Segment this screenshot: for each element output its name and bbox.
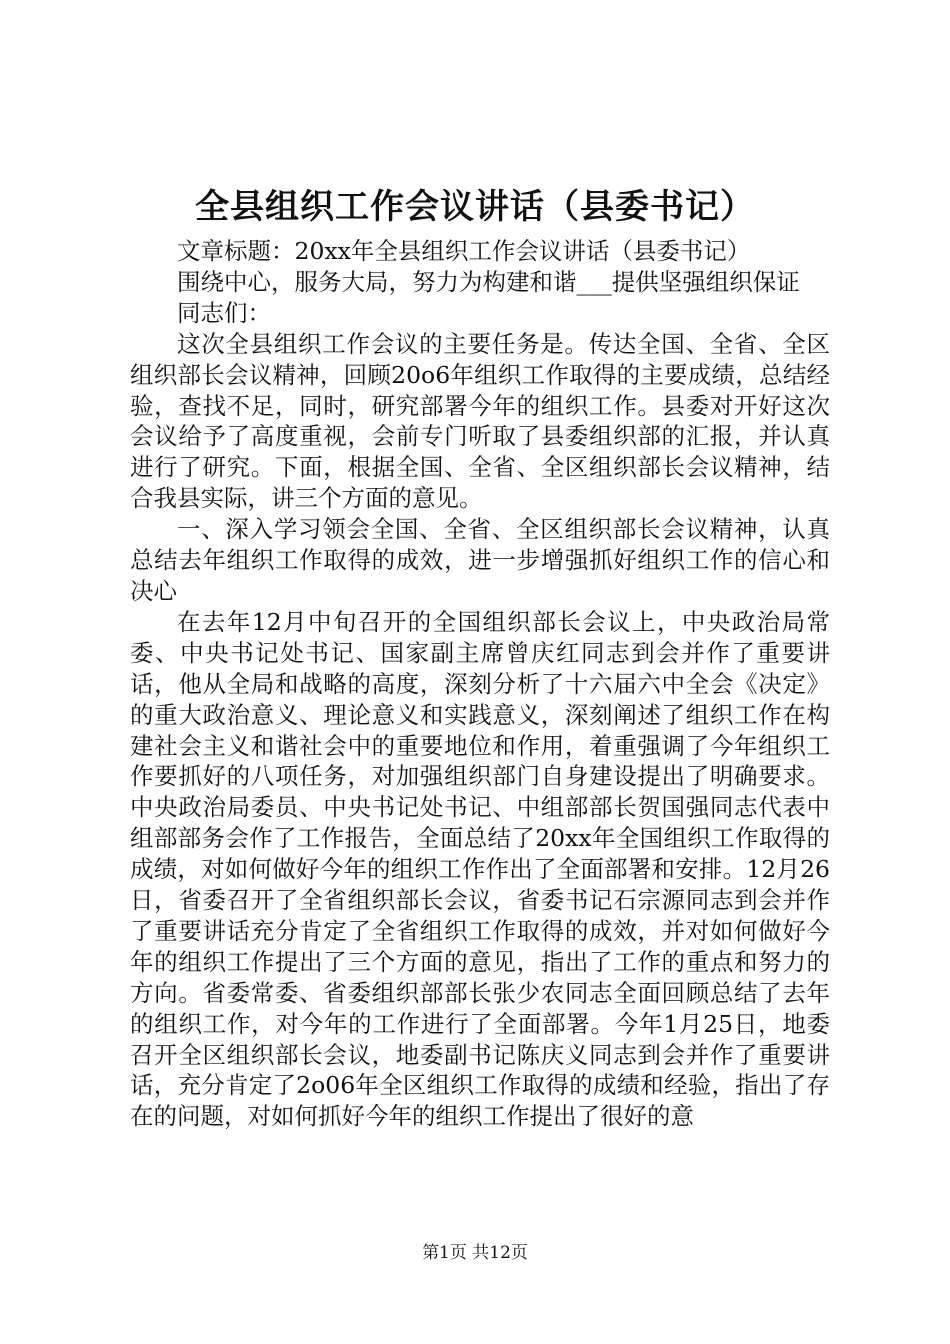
section-heading: 一、深入学习领会全国、全省、全区组织部长会议精神，认真总结去年组织工作取得的成效，进一步增强抓好组织工作的信心和决心 bbox=[130, 515, 830, 605]
document-title: 全县组织工作会议讲话（县委书记） bbox=[195, 187, 755, 227]
subtitle-paragraph: 围绕中心，服务大局，努力为构建和谐___提供坚强组织保证 bbox=[177, 267, 800, 296]
page-footer: 第1页 共12页 bbox=[422, 1243, 528, 1263]
intro-paragraph: 这次全县组织工作会议的主要任务是。传达全国、全省、全区组织部长会议精神，回顾20o6年组织工作取得的主要成绩，总结经验，查找不足，同时，研究部署今年的组织工作。县委对开好这次会议给予了高度重视，会前专门听取了县委组织部的汇报，并认真进行了研究。下面，根据全国、全省、全区组织部长会议精神，结合我县实际，讲三个方面的意见。 bbox=[130, 329, 830, 513]
body-paragraph: 在去年12月中旬召开的全国组织部长会议上，中央政治局常委、中央书记处书记、国家副主席曾庆红同志到会并作了重要讲话，他从全局和战略的高度，深刻分析了十六届六中全会《决定》的重大政治意义、理论意义和实践意义，深刻阐述了组织工作在构建社会主义和谐社会中的重要地位和作用，着重强调了今年组织工作要抓好的八项任务，对加强组织部门自身建设提出了明确要求。中央政治局委员、中央书记处书记、中组部部长贺国强同志代表中组部部务会作了工作报告，全面总结了20xx年全国组织工作取得的成绩，对如何做好今年的组织工作作出了全面部署和安排。12月26日，省委召开了全省组织部长会议，省委书记石宗源同志到会并作了重要讲话充分肯定了全省组织工作取得的成效，并对如何做好今年的组织工作提出了三个方面的意见，指出了工作的重点和努力的方向。省委常委、省委组织部部长张少农同志全面回顾总结了去年的组织工作，对今年的工作进行了全面部署。今年1月25日，地委召开全区组织部长会议，地委副书记陈庆义同志到会并作了重要讲话，充分肯定了2o06年全区组织工作取得的成绩和经验，指出了存在的问题，对如何抓好今年的组织工作提出了很好的意 bbox=[130, 607, 830, 1131]
article-title-line: 文章标题：20xx年全县组织工作会议讲话（县委书记） bbox=[177, 237, 751, 265]
salutation: 同志们： bbox=[177, 298, 271, 327]
document-body bbox=[130, 236, 830, 1132]
